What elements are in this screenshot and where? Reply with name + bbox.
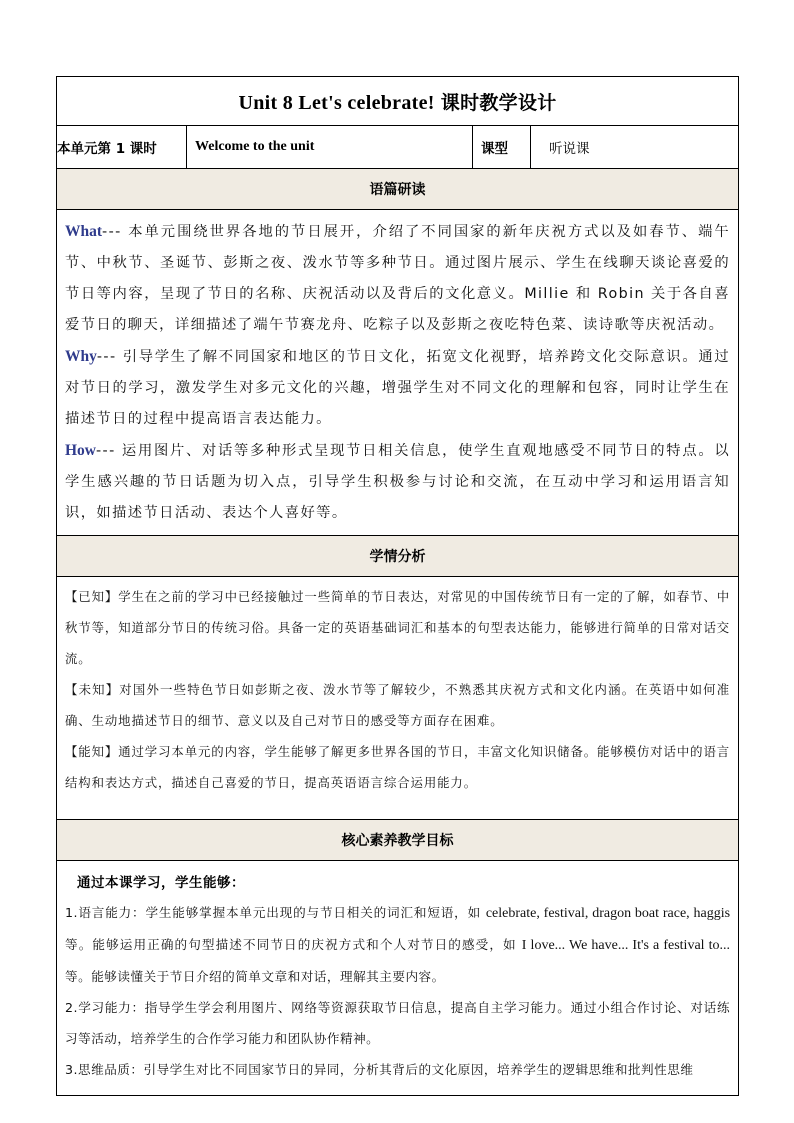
lesson-type-value: 听说课: [531, 126, 739, 169]
section-heading-goals: 核心素养教学目标: [57, 820, 739, 861]
title-en: Unit 8 Let's celebrate!: [238, 91, 435, 114]
how-tag: How: [65, 442, 96, 459]
lesson-type-label: 课型: [473, 126, 531, 169]
title-cn: 课时教学设计: [440, 91, 557, 114]
analysis-body: [57, 577, 739, 820]
text-study-body: [57, 210, 739, 536]
lesson-plan-page: [56, 76, 738, 1096]
goal-learning: 2.学习能力：指导学生学会利用图片、网络等资源获取节日信息，提高自主学习能力。通过小组合作讨论、对话练习等活动，培养学生的合作学习能力和团队协作精神。: [65, 1000, 731, 1046]
lesson-number: 本单元第 1 课时: [57, 126, 187, 169]
what-paragraph: [65, 216, 730, 341]
goal-language-sentences: I love... We have... It's a festival to...: [521, 938, 731, 953]
what-tag: What: [65, 223, 103, 240]
goal-language-a: 1.语言能力：学生能够掌握本单元出现的与节日相关的词汇和短语，如: [65, 905, 486, 920]
how-paragraph: [65, 435, 730, 529]
goal-thinking: 3.思维品质：引导学生对比不同国家节日的异同，分析其背后的文化原因，培养学生的逻辑思维和批判性思维: [65, 1062, 694, 1077]
goal-language-words: celebrate, festival, dragon boat race, haggis: [485, 906, 731, 921]
why-text: --- 引导学生了解不同国家和地区的节日文化，拓宽文化视野，培养跨文化交际意识。通过对节日的学习，激发学生对多元文化的兴趣，增强学生对不同文化的理解和包容，同时让学生在描述节日的过程中提高语言表达能力。: [65, 349, 731, 427]
section-heading-text-study: 语篇研读: [57, 169, 739, 210]
why-tag: Why: [65, 348, 97, 365]
page-title: [57, 77, 739, 126]
goal-language-c: 等。能够读懂关于节日介绍的简单文章和对话，理解其主要内容。: [65, 969, 445, 984]
unknown-paragraph: 【未知】对国外一些特色节日如彭斯之夜、泼水节等了解较少，不熟悉其庆祝方式和文化内涵。在英语中如何准确、生动地描述节日的细节、意义以及自己对节日的感受等方面存在困难。: [65, 682, 731, 728]
why-paragraph: [65, 341, 730, 435]
lesson-topic: Welcome to the unit: [187, 126, 473, 169]
goals-body: [57, 861, 739, 1096]
what-text: --- 本单元围绕世界各地的节日展开，介绍了不同国家的新年庆祝方式以及如春节、端午节、中秋节、圣诞节、彭斯之夜、泼水节等多种节日。通过图片展示、学生在线聊天谈论喜爱的节日等内容，呈现了节日的名称、庆祝活动以及背后的文化意义。Millie 和 Robin 关于各自喜爱节日的聊天，详细描述了端午节赛龙舟、吃粽子以及彭斯之夜吃特色菜、读诗歌等庆祝活动。: [65, 224, 731, 333]
how-text: --- 运用图片、对话等多种形式呈现节日相关信息，使学生直观地感受不同节日的特点。以学生感兴趣的节日话题为切入点，引导学生积极参与讨论和交流，在互动中学习和运用语言知识，如描述节日活动、表达个人喜好等。: [65, 443, 731, 521]
meta-row: [57, 126, 739, 169]
known-paragraph: 【已知】学生在之前的学习中已经接触过一些简单的节日表达，对常见的中国传统节日有一定的了解，如春节、中秋节等，知道部分节日的传统习俗。具备一定的英语基础词汇和基本的句型表达能力，能够进行简单的日常对话交流。: [65, 589, 731, 666]
goal-language: [65, 897, 730, 992]
goal-language-b: 等。能够运用正确的句型描述不同节日的庆祝方式和个人对节日的感受，如: [65, 937, 522, 952]
section-heading-analysis: 学情分析: [57, 536, 739, 577]
able-paragraph: 【能知】通过学习本单元的内容，学生能够了解更多世界各国的节日，丰富文化知识储备。能够模仿对话中的语言结构和表达方式，描述自己喜爱的节日，提高英语语言综合运用能力。: [65, 744, 731, 790]
goals-intro: 通过本课学习，学生能够：: [77, 875, 245, 891]
lesson-plan-table: [56, 76, 739, 1096]
